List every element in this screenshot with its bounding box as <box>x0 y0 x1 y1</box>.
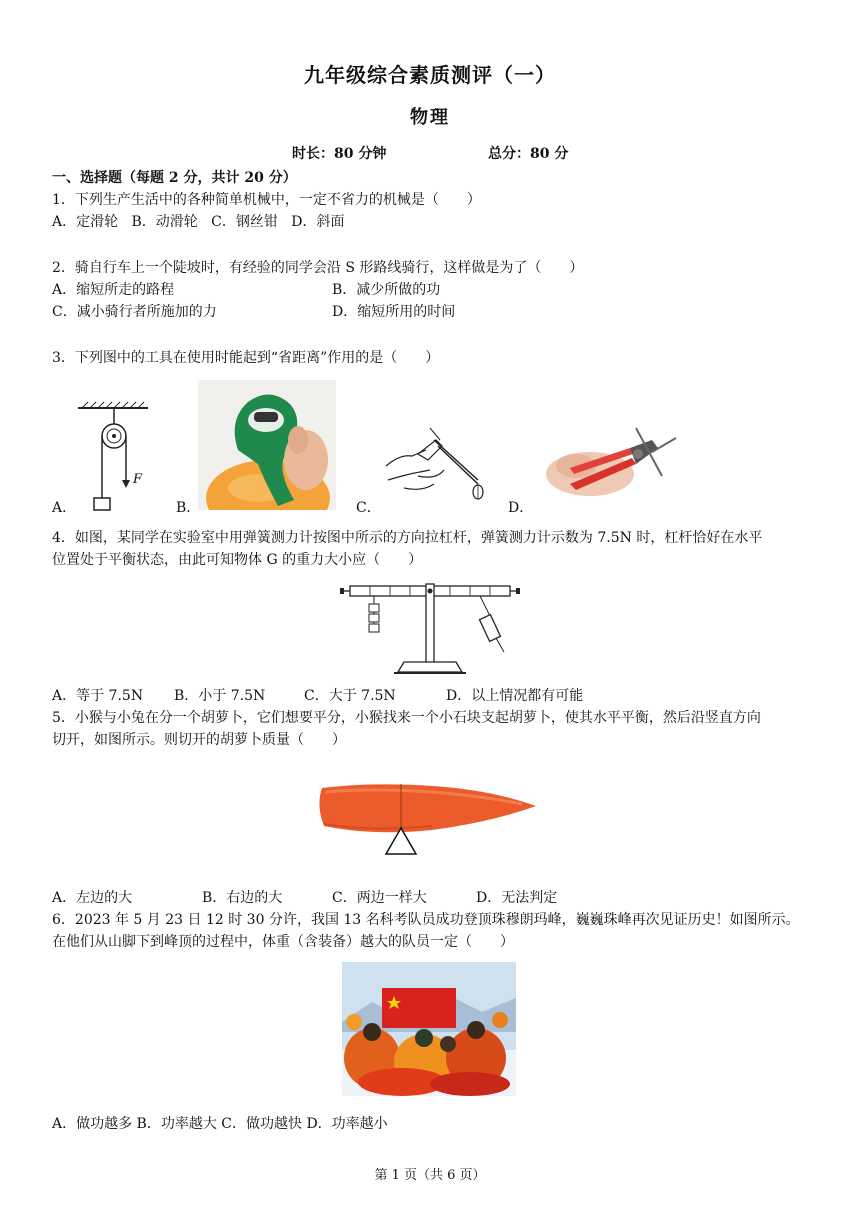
q2-option-d: D．缩短所用的时间 <box>332 304 456 320</box>
force-f-label: F <box>133 472 143 487</box>
q1-option-c: C．钢丝钳 <box>211 214 278 230</box>
q1-option-b: B．动滑轮 <box>131 214 198 230</box>
q1-option-a: A．定滑轮 <box>52 214 119 230</box>
q3-label-d: D． <box>508 500 534 516</box>
question-1-stem: 1．下列生产生活中的各种简单机械中，一定不省力的机械是（ ） <box>52 192 481 208</box>
q5-option-a: A．左边的大 <box>52 890 133 906</box>
lever-apparatus-figure <box>338 580 524 676</box>
q3-label-c: C． <box>356 500 381 516</box>
q4-option-b: B．小于 7.5N <box>174 688 266 704</box>
q6-options: A．做功越多 B．功率越大 C．做功越快 D．功率越小 <box>52 1116 388 1132</box>
question-3-stem: 3．下列图中的工具在使用时能起到“省距离”作用的是（ ） <box>52 350 440 366</box>
q3-label-a: A． <box>52 500 77 516</box>
q4-option-a: A．等于 7.5N <box>52 688 144 704</box>
question-5-stem-line1: 5．小猴与小兔在分一个胡萝卜，它们想要平分，小猴找来一个小石块支起胡萝卜，使其水平平衡，然后沿竖直方向 <box>52 710 761 726</box>
exam-title: 九年级综合素质测评（一） <box>304 63 556 87</box>
q2-option-b: B．减少所做的功 <box>332 282 441 298</box>
q1-option-d: D．斜面 <box>291 214 345 230</box>
q4-option-c: C．大于 7.5N <box>304 688 396 704</box>
question-5-stem-line2: 切开，如图所示。则切开的胡萝卜质量（ ） <box>52 732 346 748</box>
bottle-opener-photo <box>198 380 336 510</box>
tweezers-figure <box>378 410 496 510</box>
page-number: 第 1 页（共 6 页） <box>374 1168 486 1183</box>
question-1-options <box>52 212 344 233</box>
question-4-stem-line1: 4．如图，某同学在实验室中用弹簧测力计按图中所示的方向拉杠杆，弹簧测力计示数为 7.5N 时，杠杆恰好在水平 <box>52 530 763 546</box>
question-4-stem-line2: 位置处于平衡状态，由此可知物体 G 的重力大小应（ ） <box>52 552 423 568</box>
everest-team-photo <box>342 962 516 1096</box>
q3-label-b: B． <box>176 500 201 516</box>
carrot-balance-figure <box>312 776 542 860</box>
q5-option-d: D．无法判定 <box>476 890 558 906</box>
question-6-stem-line2: 在他们从山脚下到峰顶的过程中，体重（含装备）越大的队员一定（ ） <box>52 934 514 950</box>
subject-title: 物理 <box>410 107 450 128</box>
q4-option-d: D．以上情况都有可能 <box>446 688 584 704</box>
q5-option-c: C．两边一样大 <box>332 890 427 906</box>
duration-text: 时长：80 分钟 <box>292 146 387 162</box>
pliers-photo <box>540 418 680 510</box>
q2-option-c: C．减小骑行者所施加的力 <box>52 304 217 320</box>
question-2-stem: 2．骑自行车上一个陡坡时，有经验的同学会沿 S 形路线骑行，这样做是为了（ ） <box>52 260 584 276</box>
section-heading: 一、选择题（每题 2 分，共计 20 分） <box>52 170 297 186</box>
q2-option-a: A．缩短所走的路程 <box>52 282 175 298</box>
question-6-stem-line1: 6．2023 年 5 月 23 日 12 时 30 分许，我国 13 名科考队员成功登顶珠穆朗玛峰，巍巍珠峰再次见证历史！如图所示。 <box>52 912 800 928</box>
total-score-text: 总分：80 分 <box>488 146 569 162</box>
q5-option-b: B．右边的大 <box>202 890 283 906</box>
pulley-figure <box>72 398 162 513</box>
